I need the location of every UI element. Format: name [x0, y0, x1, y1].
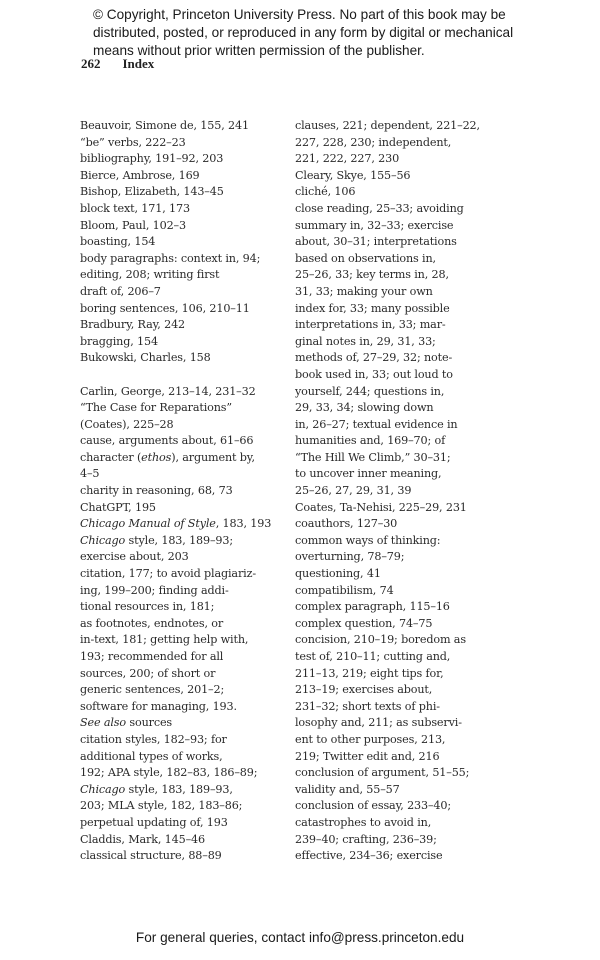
index-entry-line: 227, 228, 230; independent,: [295, 135, 452, 149]
index-entry-line: close reading, 25–33; avoiding: [295, 201, 464, 215]
index-entry-line: summary in, 32–33; exercise: [295, 218, 454, 232]
index-entry-line: cause, arguments about, 61–66: [80, 434, 254, 448]
section-title: Index: [122, 56, 155, 71]
index-entry: [80, 184, 295, 201]
index-column-right: [295, 118, 520, 865]
index-entry: [295, 201, 520, 500]
index-entry: [80, 350, 295, 367]
index-entry: [80, 533, 295, 566]
index-entry: [80, 433, 295, 450]
index-entry-line: software for managing, 193.: [80, 699, 237, 713]
index-entry: [80, 334, 295, 351]
index-entry-line: validity and, 55–57: [295, 782, 400, 796]
index-entry-line: classical structure, 88–89: [80, 849, 222, 863]
footer-contact: For general queries, contact info@press.princeton.edu: [135, 930, 465, 945]
index-entry-line: 213–19; exercises about,: [295, 683, 433, 697]
index-entry-line: clauses, 221; dependent, 221–22,: [295, 119, 480, 132]
copyright-line: © Copyright, Princeton University Press. No part of this book may be: [93, 7, 506, 22]
index-entry: [80, 317, 295, 334]
index-entry-line: effective, 234–36; exercise: [295, 849, 443, 863]
index-entry-line: questioning, 41: [295, 567, 381, 581]
index-entry: [295, 616, 520, 633]
index-entry-line: “The Case for Reparations”: [80, 401, 232, 415]
index-entry: [80, 251, 295, 301]
index-entry-line: 25–26, 33; key terms in, 28,: [295, 268, 449, 282]
index-entry: [295, 500, 520, 517]
index-entry-line: “The Hill We Climb,” 30–31;: [295, 450, 451, 464]
index-entry-line: tional resources in, 181;: [80, 600, 215, 614]
index-entry-line: index for, 33; many possible: [295, 301, 450, 315]
index-entry-line: 239–40; crafting, 236–39;: [295, 832, 437, 846]
index-entry: [295, 599, 520, 616]
index-entry-line: about, 30–31; interpretations: [295, 235, 457, 249]
index-entry: [295, 583, 520, 600]
index-entry: [80, 732, 295, 832]
italic-term: Chicago Manual of Style: [80, 517, 216, 531]
index-entry-line: 31, 33; making your own: [295, 284, 433, 298]
index-entry-line: 231–32; short texts of phi-: [295, 699, 440, 713]
index-entry: [295, 765, 520, 798]
index-entry-line: 203; MLA style, 182, 183–86;: [80, 799, 243, 813]
italic-term: Chicago: [80, 782, 126, 796]
index-entry-line: overturning, 78–79;: [295, 550, 405, 564]
index-entry-line: compatibilism, 74: [295, 583, 394, 597]
index-entry-line: catastrophes to avoid in,: [295, 815, 432, 829]
index-entry: [295, 533, 520, 583]
index-entry: [80, 848, 295, 865]
index-entry: [80, 118, 295, 135]
index-entry-line: character (ethos), argument by,: [80, 450, 255, 464]
italic-term: Chicago: [80, 533, 126, 547]
index-entry: [80, 218, 295, 235]
index-entry-line: boring sentences, 106, 210–11: [80, 301, 250, 315]
index-entry-line: Bishop, Elizabeth, 143–45: [80, 185, 224, 199]
index-entry-line: Coates, Ta-Nehisi, 225–29, 231: [295, 500, 467, 514]
index-entry-line: citation styles, 182–93; for: [80, 732, 227, 746]
index-entry-line: conclusion of argument, 51–55;: [295, 766, 470, 780]
index-entry: [80, 234, 295, 251]
index-entry: [80, 832, 295, 849]
index-entry-line: additional types of works,: [80, 749, 223, 763]
index-entry: [80, 566, 295, 732]
index-entry: [80, 516, 295, 533]
index-entry-line: draft of, 206–7: [80, 284, 161, 298]
index-entry-line: generic sentences, 201–2;: [80, 683, 225, 697]
copyright-notice: [93, 6, 533, 60]
index-entry: [295, 516, 520, 533]
index-entry-line: sources, 200; of short or: [80, 666, 216, 680]
index-entry-line: 211–13, 219; eight tips for,: [295, 666, 444, 680]
index-entry-line: boasting, 154: [80, 235, 156, 249]
index-entry-line: Chicago Manual of Style, 183, 193: [80, 517, 272, 531]
index-entry: [80, 151, 295, 168]
index-entry-line: 25–26, 27, 29, 31, 39: [295, 484, 412, 498]
index-entry-line: cliché, 106: [295, 185, 356, 199]
index-entry-line: humanities and, 169–70; of: [295, 434, 446, 448]
index-entry-line: Bradbury, Ray, 242: [80, 318, 186, 332]
index-entry-line: complex question, 74–75: [295, 616, 433, 630]
index-entry-line: concision, 210–19; boredom as: [295, 633, 466, 647]
copyright-line: means without prior written permission of the publisher.: [93, 43, 425, 58]
index-entry-line: ginal notes in, 29, 31, 33;: [295, 334, 436, 348]
index-entry: [80, 400, 295, 433]
index-entry-line: 193; recommended for all: [80, 650, 224, 663]
index-entry-line: bragging, 154: [80, 334, 158, 348]
index-entry-line: Bierce, Ambrose, 169: [80, 168, 200, 182]
italic-term: See also: [80, 716, 126, 730]
index-entry: [80, 483, 295, 500]
page-number: 262: [81, 56, 101, 71]
index-entry-line: perpetual updating of, 193: [80, 815, 228, 829]
index-entry-line: conclusion of essay, 233–40;: [295, 799, 451, 813]
index-entry-line: charity in reasoning, 68, 73: [80, 484, 233, 498]
index-entry-line: to uncover inner meaning,: [295, 467, 442, 481]
index-entry-line: editing, 208; writing first: [80, 268, 220, 282]
index-entry-line: Chicago style, 183, 189–93,: [80, 782, 233, 796]
index-entry-line: complex paragraph, 115–16: [295, 600, 450, 614]
index-entry: [80, 168, 295, 185]
index-entry-line: Chicago style, 183, 189–93;: [80, 533, 233, 547]
index-entry-line: “be” verbs, 222–23: [80, 135, 186, 149]
index-entry-line: based on observations in,: [295, 251, 436, 265]
index-entry-line: methods of, 27–29, 32; note-: [295, 351, 453, 365]
index-entry: [80, 500, 295, 517]
index-entry-line: See also sources: [80, 716, 173, 730]
index-entry-line: block text, 171, 173: [80, 201, 190, 215]
index-entry-line: ChatGPT, 195: [80, 500, 156, 514]
copyright-line: distributed, posted, or reproduced in any form by digital or mechanical: [93, 25, 514, 40]
index-entry-line: test of, 210–11; cutting and,: [295, 650, 451, 663]
italic-term: ethos: [141, 450, 172, 464]
index-entry-line: interpretations in, 33; mar-: [295, 318, 446, 332]
index-entry-line: 4–5: [80, 467, 100, 481]
index-entry-line: citation, 177; to avoid plagiariz-: [80, 567, 256, 581]
index-entry-line: exercise about, 203: [80, 550, 189, 564]
index-entry-line: ing, 199–200; finding addi-: [80, 583, 229, 597]
index-entry: [295, 798, 520, 864]
index-entry: [295, 168, 520, 185]
index-entry: [80, 301, 295, 318]
index-entry: [80, 384, 295, 401]
index-entry-line: body paragraphs: context in, 94;: [80, 251, 261, 265]
index-entry-line: bibliography, 191–92, 203: [80, 152, 224, 166]
index-entry-line: Bukowski, Charles, 158: [80, 351, 211, 365]
index-entry-line: 219; Twitter edit and, 216: [295, 749, 440, 763]
index-entry-line: in, 26–27; textual evidence in: [295, 417, 458, 431]
index-entry-line: 221, 222, 227, 230: [295, 152, 400, 166]
index-entry-line: (Coates), 225–28: [80, 417, 174, 431]
index-entry-line: common ways of thinking:: [295, 533, 441, 547]
index-entry-line: Bloom, Paul, 102–3: [80, 218, 186, 232]
index-entry: [80, 201, 295, 218]
index-entry-line: losophy and, 211; as subservi-: [295, 716, 462, 730]
index-entry: [80, 135, 295, 152]
index-entry-line: coauthors, 127–30: [295, 517, 398, 531]
index-entry-line: Cleary, Skye, 155–56: [295, 168, 411, 182]
index-entry-line: Beauvoir, Simone de, 155, 241: [80, 119, 249, 132]
index-entry: [295, 184, 520, 201]
index-entry-line: 192; APA style, 182–83, 186–89;: [80, 766, 258, 780]
index-entry-line: in-text, 181; getting help with,: [80, 633, 249, 647]
index-entry-line: 29, 33, 34; slowing down: [295, 401, 434, 415]
index-entry-line: Carlin, George, 213–14, 231–32: [80, 384, 256, 398]
index-entry: [80, 450, 295, 483]
index-entry-line: book used in, 33; out loud to: [295, 367, 453, 381]
index-entry: [295, 118, 520, 168]
index-entry-line: yourself, 244; questions in,: [295, 384, 445, 398]
letter-group-gap: [80, 367, 295, 384]
running-head: [81, 56, 154, 72]
index-column-left: [80, 118, 295, 865]
index-entry-line: as footnotes, endnotes, or: [80, 616, 224, 630]
index-entry: [295, 632, 520, 765]
index-entry-line: Claddis, Mark, 145–46: [80, 832, 205, 846]
index-entry-line: ent to other purposes, 213,: [295, 732, 446, 746]
